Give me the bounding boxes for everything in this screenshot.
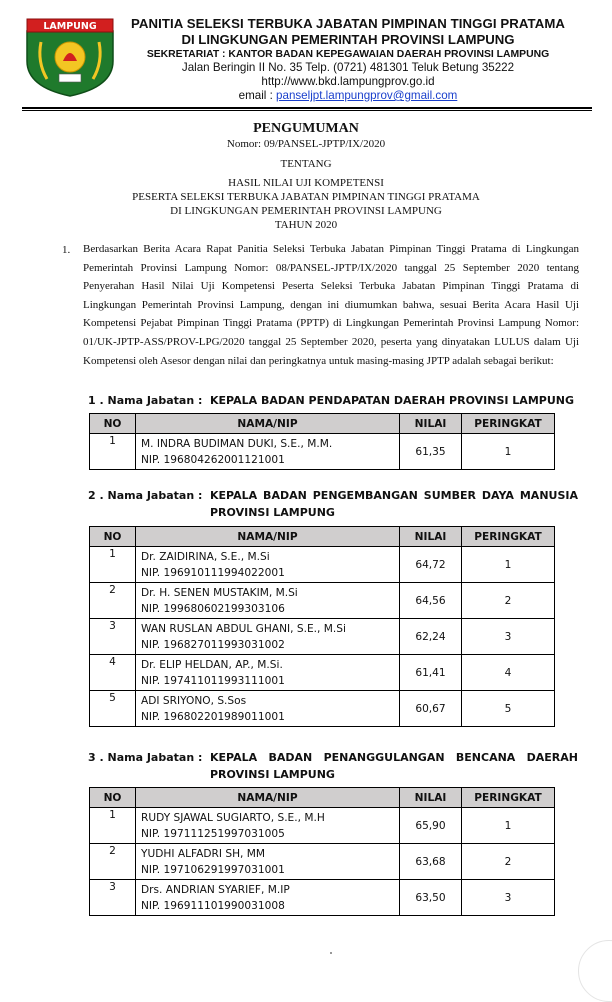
candidate-name: WAN RUSLAN ABDUL GHANI, S.E., M.Si [141, 622, 346, 635]
header-name-nip: NAMA/NIP [136, 527, 400, 547]
subject-year: TAHUN 2020 [274, 219, 338, 231]
candidate-cell [136, 583, 400, 619]
section-1-prefix: 1 . Nama Jabatan : [88, 394, 203, 407]
candidate-rank: 1 [462, 434, 555, 470]
page-mark [330, 952, 332, 954]
section-1-results-table [89, 413, 555, 470]
table-row [90, 583, 555, 619]
candidate-nip: NIP. 199680602199303106 [141, 602, 285, 615]
row-number: 4 [90, 655, 136, 691]
candidate-rank: 1 [462, 547, 555, 583]
candidate-nip: NIP. 197111251997031005 [141, 827, 285, 840]
page-curl [578, 940, 612, 1002]
candidate-score: 63,68 [400, 844, 462, 880]
candidate-cell [136, 691, 400, 727]
row-number: 3 [90, 880, 136, 916]
row-number: 1 [90, 808, 136, 844]
candidate-name: Dr. ELIP HELDAN, AP., M.Si. [141, 658, 283, 671]
candidate-name: Dr. H. SENEN MUSTAKIM, M.Si [141, 586, 298, 599]
logo-label: LAMPUNG [43, 21, 97, 32]
header-no: NO [90, 414, 136, 434]
header-name-nip: NAMA/NIP [136, 414, 400, 434]
candidate-name: Dr. ZAIDIRINA, S.E., M.Si [141, 550, 270, 563]
section-2-position-line-2: PROVINSI LAMPUNG [210, 506, 335, 519]
body-paragraph: Berdasarkan Berita Acara Rapat Panitia Seleksi Terbuka Jabatan Pimpinan Tinggi Pratama di Lingkungan Pemerintah Provinsi Lampung Nomor: 08/PANSEL-JPTP/IX/2020 tanggal 25 September 2020 tentang Penyerahan Hasil Nilai Uji Kompetensi Peserta Seleksi Terbuka Jabatan Pimpinan Tinggi Pratama di Lingkungan Pemerintah Provinsi Lampung, dengan ini diumumkan bahwa, sesuai Berita Acara Hasil Uji Kompetensi Pejabat Pimpinan Tinggi Pratama (PPTP) di Lingkungan Pemerintah Provinsi Lampung Nomor: 01/UK-JPTP-ASS/PROV-LPG/2020 tanggal 25 September 2020, peserta yang dinyatakan LULUS dalam Uji Kompetensi oleh Asesor dengan nilai dan peringkatnya untuk masing-masing JPTP adalah sebagai berikut: [83, 243, 579, 367]
header-score: NILAI [400, 527, 462, 547]
header-rank: PERINGKAT [462, 414, 555, 434]
letterhead-rule-thin [22, 110, 592, 111]
announcement-number: Nomor: 09/PANSEL-JPTP/IX/2020 [226, 138, 386, 150]
section-3-prefix: 3 . Nama Jabatan : [88, 751, 203, 764]
header-rank: PERINGKAT [462, 788, 555, 808]
candidate-score: 60,67 [400, 691, 462, 727]
subject-line-3: DI LINGKUNGAN PEMERINTAH PROVINSI LAMPUNG [170, 205, 442, 217]
header-no: NO [90, 527, 136, 547]
subject-line-1: HASIL NILAI UJI KOMPETENSI [228, 177, 384, 189]
candidate-rank: 5 [462, 691, 555, 727]
candidate-cell [136, 655, 400, 691]
section-3-position-line-2: PROVINSI LAMPUNG [210, 768, 335, 781]
candidate-score: 63,50 [400, 880, 462, 916]
candidate-rank: 3 [462, 880, 555, 916]
lampung-coat-of-arms-logo [23, 17, 117, 97]
candidate-cell [136, 808, 400, 844]
candidate-rank: 3 [462, 619, 555, 655]
candidate-name: M. INDRA BUDIMAN DUKI, S.E., M.M. [141, 437, 333, 450]
candidate-nip: NIP. 196911101990031008 [141, 899, 285, 912]
candidate-name: Drs. ANDRIAN SYARIEF, M.IP [141, 883, 290, 896]
row-number: 1 [90, 547, 136, 583]
email-line [118, 89, 578, 102]
candidate-nip: NIP. 196802201989011001 [141, 710, 285, 723]
committee-name: PANITIA SELEKSI TERBUKA JABATAN PIMPINAN TINGGI PRATAMA [130, 16, 566, 31]
about-label: TENTANG [280, 158, 332, 170]
header-score: NILAI [400, 414, 462, 434]
candidate-score: 61,41 [400, 655, 462, 691]
section-2-results-table [89, 526, 555, 727]
header-rank: PERINGKAT [462, 527, 555, 547]
email-label: email : [238, 89, 277, 102]
candidate-nip: NIP. 196827011993031002 [141, 638, 285, 651]
row-number: 3 [90, 619, 136, 655]
candidate-score: 62,24 [400, 619, 462, 655]
address-line: Jalan Beringin II No. 35 Telp. (0721) 481301 Teluk Betung 35222 [181, 61, 515, 74]
candidate-score: 61,35 [400, 434, 462, 470]
candidate-cell [136, 844, 400, 880]
subject-line-2: PESERTA SELEKSI TERBUKA JABATAN PIMPINAN TINGGI PRATAMA [132, 191, 480, 203]
candidate-rank: 2 [462, 583, 555, 619]
row-number: 5 [90, 691, 136, 727]
government-name: DI LINGKUNGAN PEMERINTAH PROVINSI LAMPUNG [181, 32, 515, 47]
candidate-cell [136, 434, 400, 470]
table-row [90, 619, 555, 655]
table-row [90, 880, 555, 916]
candidate-name: YUDHI ALFADRI SH, MM [141, 847, 266, 860]
candidate-nip: NIP. 197106291997031001 [141, 863, 285, 876]
table-row [90, 434, 555, 470]
candidate-nip: NIP. 196804262001121001 [141, 453, 285, 466]
table-row [90, 844, 555, 880]
candidate-name: RUDY SJAWAL SUGIARTO, S.E., M.H [141, 811, 325, 824]
letterhead-rule-thick [22, 107, 592, 109]
website-line: http://www.bkd.lampungprov.go.id [261, 75, 435, 88]
announcement-heading: PENGUMUMAN [253, 121, 359, 136]
candidate-rank: 1 [462, 808, 555, 844]
section-2-position-line-1: KEPALA BADAN PENGEMBANGAN SUMBER DAYA MANUSIA [210, 489, 578, 502]
candidate-nip: NIP. 197411011993111001 [141, 674, 285, 687]
section-3-position-line-1: KEPALA BADAN PENANGGULANGAN BENCANA DAERAH [210, 751, 578, 764]
header-name-nip: NAMA/NIP [136, 788, 400, 808]
email-link[interactable]: panseljpt.lampungprov@gmail.com [276, 89, 458, 102]
row-number: 2 [90, 583, 136, 619]
header-score: NILAI [400, 788, 462, 808]
candidate-score: 64,56 [400, 583, 462, 619]
candidate-score: 65,90 [400, 808, 462, 844]
candidate-score: 64,72 [400, 547, 462, 583]
candidate-cell [136, 547, 400, 583]
header-no: NO [90, 788, 136, 808]
section-2-prefix: 2 . Nama Jabatan : [88, 489, 203, 502]
candidate-name: ADI SRIYONO, S.Sos [141, 694, 247, 707]
candidate-rank: 4 [462, 655, 555, 691]
item-number: 1. [62, 244, 71, 256]
row-number: 2 [90, 844, 136, 880]
table-row [90, 808, 555, 844]
candidate-nip: NIP. 196910111994022001 [141, 566, 285, 579]
table-row [90, 691, 555, 727]
candidate-cell [136, 880, 400, 916]
section-3-results-table [89, 787, 555, 916]
table-row [90, 655, 555, 691]
candidate-cell [136, 619, 400, 655]
row-number: 1 [90, 434, 136, 470]
candidate-rank: 2 [462, 844, 555, 880]
table-row [90, 547, 555, 583]
section-1-position: KEPALA BADAN PENDAPATAN DAERAH PROVINSI LAMPUNG [210, 394, 574, 407]
secretariat-line: SEKRETARIAT : KANTOR BADAN KEPEGAWAIAN DAERAH PROVINSI LAMPUNG [146, 49, 550, 60]
